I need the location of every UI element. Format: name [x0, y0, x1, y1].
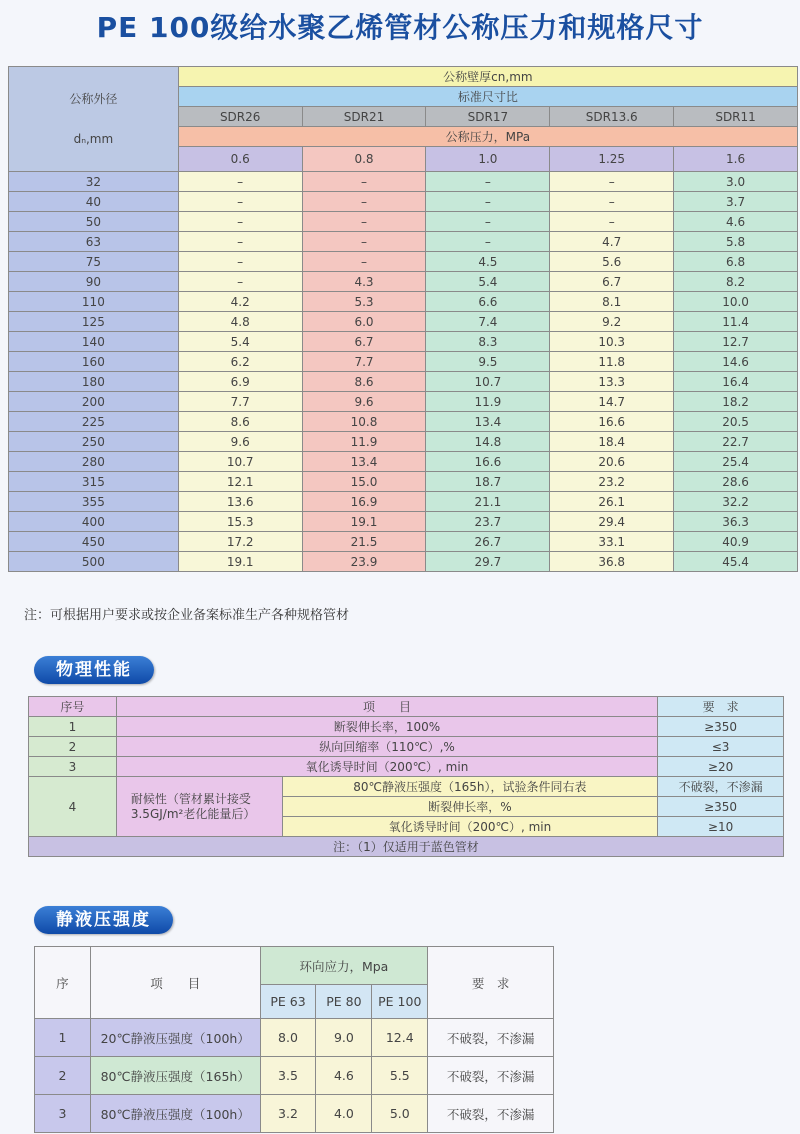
sdr-header: 标准尺寸比: [178, 87, 797, 107]
wall-thickness-cell: 25.4: [674, 452, 798, 472]
table-row: [9, 172, 798, 192]
wall-thickness-cell: –: [178, 272, 302, 292]
hydro-value: 9.0: [316, 1019, 372, 1057]
table-row: [9, 332, 798, 352]
outer-diameter-cell: 125: [9, 312, 179, 332]
wall-thickness-cell: 8.1: [550, 292, 674, 312]
wall-thickness-cell: 4.2: [178, 292, 302, 312]
wall-thickness-cell: 6.7: [550, 272, 674, 292]
wall-thickness-cell: 23.9: [302, 552, 426, 572]
grade-cell: PE 80: [316, 985, 372, 1019]
sdr-cell: SDR11: [674, 107, 798, 127]
col-req-header: 要 求: [658, 697, 784, 717]
wall-thickness-cell: 26.7: [426, 532, 550, 552]
wall-thickness-cell: 13.6: [178, 492, 302, 512]
wall-thickness-cell: 19.1: [178, 552, 302, 572]
physical-no: 2: [29, 737, 117, 757]
hydro-req: 不破裂，不渗漏: [428, 1095, 554, 1133]
wall-thickness-cell: 16.4: [674, 372, 798, 392]
hydro-section-title: 静液压强度: [34, 906, 173, 934]
wall-thickness-cell: 10.3: [550, 332, 674, 352]
wall-thickness-cell: 28.6: [674, 472, 798, 492]
wall-thickness-cell: –: [550, 212, 674, 232]
wall-thickness-header: 公称壁厚cn,mm: [178, 67, 797, 87]
table-row: [9, 452, 798, 472]
hydro-col-item: 项 目: [90, 947, 260, 1019]
outer-diameter-cell: 200: [9, 392, 179, 412]
wall-thickness-cell: –: [302, 172, 426, 192]
outer-diameter-cell: 160: [9, 352, 179, 372]
sdr-cell: SDR26: [178, 107, 302, 127]
wall-thickness-cell: –: [178, 212, 302, 232]
table-row: [9, 192, 798, 212]
physical-row: [29, 777, 784, 797]
wall-thickness-cell: 9.2: [550, 312, 674, 332]
wall-thickness-cell: 10.7: [426, 372, 550, 392]
wall-thickness-cell: 5.6: [550, 252, 674, 272]
wall-thickness-cell: 36.3: [674, 512, 798, 532]
physical-row: [29, 757, 784, 777]
wall-thickness-cell: 21.5: [302, 532, 426, 552]
hydro-req: 不破裂，不渗漏: [428, 1019, 554, 1057]
outer-diameter-cell: 400: [9, 512, 179, 532]
weathering-req: 不破裂，不渗漏: [658, 777, 784, 797]
hydro-col-req: 要 求: [428, 947, 554, 1019]
physical-properties-table: [28, 696, 784, 857]
wall-thickness-cell: 14.8: [426, 432, 550, 452]
hydro-value: 4.6: [316, 1057, 372, 1095]
hydro-no: 1: [35, 1019, 91, 1057]
wall-thickness-cell: 11.8: [550, 352, 674, 372]
wall-thickness-cell: 13.4: [302, 452, 426, 472]
table-row: [9, 252, 798, 272]
pressure-cell: 1.0: [426, 147, 550, 172]
outer-diameter-label: 公称外径: [69, 92, 118, 106]
hydro-value: 4.0: [316, 1095, 372, 1133]
hydro-req: 不破裂，不渗漏: [428, 1057, 554, 1095]
col-no-header: 序号: [29, 697, 117, 717]
outer-diameter-cell: 280: [9, 452, 179, 472]
outer-diameter-cell: 63: [9, 232, 179, 252]
wall-thickness-cell: 29.7: [426, 552, 550, 572]
wall-thickness-cell: 4.5: [426, 252, 550, 272]
wall-thickness-cell: 20.5: [674, 412, 798, 432]
wall-thickness-cell: 22.7: [674, 432, 798, 452]
wall-thickness-cell: 13.4: [426, 412, 550, 432]
table-row: [9, 512, 798, 532]
wall-thickness-cell: –: [426, 232, 550, 252]
wall-thickness-cell: 4.6: [674, 212, 798, 232]
table-note: 注：可根据用户要求或按企业备案标准生产各种规格管材: [24, 608, 350, 623]
wall-thickness-cell: 5.4: [178, 332, 302, 352]
wall-thickness-cell: 40.9: [674, 532, 798, 552]
wall-thickness-cell: 15.0: [302, 472, 426, 492]
wall-thickness-cell: 9.5: [426, 352, 550, 372]
wall-thickness-cell: 18.2: [674, 392, 798, 412]
wall-thickness-cell: 16.6: [426, 452, 550, 472]
physical-item: 断裂伸长率，100%: [116, 717, 657, 737]
hydro-value: 12.4: [372, 1019, 428, 1057]
wall-thickness-cell: 8.6: [178, 412, 302, 432]
outer-diameter-cell: 50: [9, 212, 179, 232]
hydro-row: [35, 1057, 554, 1095]
wall-thickness-cell: –: [550, 192, 674, 212]
wall-thickness-cell: –: [302, 192, 426, 212]
wall-thickness-cell: –: [302, 252, 426, 272]
wall-thickness-cell: 14.7: [550, 392, 674, 412]
wall-thickness-cell: –: [302, 232, 426, 252]
wall-thickness-cell: 8.2: [674, 272, 798, 292]
table-row: [9, 432, 798, 452]
hydro-row: [35, 1095, 554, 1133]
table-row: [9, 472, 798, 492]
outer-diameter-header: [9, 67, 179, 172]
hydro-col-no: 序: [35, 947, 91, 1019]
wall-thickness-cell: 15.3: [178, 512, 302, 532]
physical-no: 1: [29, 717, 117, 737]
hydro-value: 8.0: [260, 1019, 316, 1057]
table-row: [9, 312, 798, 332]
sdr-cell: SDR21: [302, 107, 426, 127]
physical-footnote-row: [29, 837, 784, 857]
wall-thickness-cell: –: [178, 252, 302, 272]
wall-thickness-cell: 23.2: [550, 472, 674, 492]
wall-thickness-cell: 10.7: [178, 452, 302, 472]
wall-thickness-cell: 11.9: [426, 392, 550, 412]
table-row: [9, 212, 798, 232]
outer-diameter-cell: 180: [9, 372, 179, 392]
physical-req: ≥20: [658, 757, 784, 777]
wall-thickness-cell: 8.6: [302, 372, 426, 392]
table-row: [9, 552, 798, 572]
wall-thickness-cell: 7.4: [426, 312, 550, 332]
outer-diameter-cell: 450: [9, 532, 179, 552]
col-item-header: 项 目: [116, 697, 657, 717]
outer-diameter-cell: 75: [9, 252, 179, 272]
outer-diameter-cell: 500: [9, 552, 179, 572]
wall-thickness-cell: 5.3: [302, 292, 426, 312]
wall-thickness-cell: 21.1: [426, 492, 550, 512]
wall-thickness-cell: 26.1: [550, 492, 674, 512]
outer-diameter-cell: 110: [9, 292, 179, 312]
weathering-item: 氧化诱导时间（200℃）, min: [282, 817, 657, 837]
grade-cell: PE 63: [260, 985, 316, 1019]
wall-thickness-cell: 23.7: [426, 512, 550, 532]
wall-thickness-cell: –: [302, 212, 426, 232]
hydro-value: 5.5: [372, 1057, 428, 1095]
physical-item: 纵向回缩率（110℃）,%: [116, 737, 657, 757]
wall-thickness-cell: 6.9: [178, 372, 302, 392]
wall-thickness-cell: 16.6: [550, 412, 674, 432]
hydro-item: 20℃静液压强度（100h）: [90, 1019, 260, 1057]
wall-thickness-cell: 4.7: [550, 232, 674, 252]
wall-thickness-cell: 18.7: [426, 472, 550, 492]
weathering-item: 断裂伸长率，%: [282, 797, 657, 817]
wall-thickness-cell: 20.6: [550, 452, 674, 472]
physical-no: 4: [29, 777, 117, 837]
table-row: [9, 412, 798, 432]
wall-thickness-cell: 6.2: [178, 352, 302, 372]
wall-thickness-cell: 5.4: [426, 272, 550, 292]
wall-thickness-cell: 3.0: [674, 172, 798, 192]
weathering-req: ≥350: [658, 797, 784, 817]
wall-thickness-cell: 13.3: [550, 372, 674, 392]
pressure-cell: 1.25: [550, 147, 674, 172]
wall-thickness-cell: 12.7: [674, 332, 798, 352]
outer-diameter-cell: 40: [9, 192, 179, 212]
physical-req: ≤3: [658, 737, 784, 757]
wall-thickness-cell: 9.6: [178, 432, 302, 452]
table-row: [9, 532, 798, 552]
physical-row: [29, 717, 784, 737]
wall-thickness-cell: 8.3: [426, 332, 550, 352]
wall-thickness-cell: 7.7: [178, 392, 302, 412]
pressure-cell: 0.6: [178, 147, 302, 172]
weathering-item: 80℃静液压强度（165h），试验条件同右表: [282, 777, 657, 797]
sdr-cell: SDR13.6: [550, 107, 674, 127]
wall-thickness-cell: 6.7: [302, 332, 426, 352]
physical-item: 氧化诱导时间（200℃）, min: [116, 757, 657, 777]
wall-thickness-cell: 17.2: [178, 532, 302, 552]
physical-no: 3: [29, 757, 117, 777]
physical-row: [29, 737, 784, 757]
sdr-cell: SDR17: [426, 107, 550, 127]
wall-thickness-cell: –: [178, 172, 302, 192]
hydro-item: 80℃静液压强度（165h）: [90, 1057, 260, 1095]
physical-section-title: 物理性能: [34, 656, 154, 684]
table-row: [9, 292, 798, 312]
hydro-value: 3.2: [260, 1095, 316, 1133]
outer-diameter-cell: 32: [9, 172, 179, 192]
wall-thickness-cell: –: [550, 172, 674, 192]
wall-thickness-cell: 33.1: [550, 532, 674, 552]
outer-diameter-cell: 140: [9, 332, 179, 352]
physical-footnote: 注：（1）仅适用于蓝色管材: [29, 837, 784, 857]
grade-cell: PE 100: [372, 985, 428, 1019]
outer-diameter-cell: 315: [9, 472, 179, 492]
wall-thickness-cell: 16.9: [302, 492, 426, 512]
wall-thickness-cell: 5.8: [674, 232, 798, 252]
hydro-col-stress: 环向应力，Mpa: [260, 947, 428, 985]
spec-table: [8, 66, 798, 572]
hydrostatic-strength-table: [34, 946, 554, 1133]
page-title: PE 100级给水聚乙烯管材公称压力和规格尺寸: [96, 11, 704, 44]
hydro-no: 3: [35, 1095, 91, 1133]
wall-thickness-cell: 10.8: [302, 412, 426, 432]
wall-thickness-cell: –: [426, 212, 550, 232]
wall-thickness-cell: 7.7: [302, 352, 426, 372]
outer-diameter-cell: 250: [9, 432, 179, 452]
weathering-req: ≥10: [658, 817, 784, 837]
outer-diameter-cell: 90: [9, 272, 179, 292]
wall-thickness-cell: 10.0: [674, 292, 798, 312]
hydro-value: 5.0: [372, 1095, 428, 1133]
wall-thickness-cell: 12.1: [178, 472, 302, 492]
wall-thickness-cell: 36.8: [550, 552, 674, 572]
wall-thickness-cell: –: [426, 172, 550, 192]
wall-thickness-cell: 6.0: [302, 312, 426, 332]
table-row: [9, 492, 798, 512]
hydro-no: 2: [35, 1057, 91, 1095]
table-row: [9, 272, 798, 292]
hydro-row: [35, 1019, 554, 1057]
wall-thickness-cell: 19.1: [302, 512, 426, 532]
pressure-cell: 0.8: [302, 147, 426, 172]
wall-thickness-cell: 6.6: [426, 292, 550, 312]
hydro-item: 80℃静液压强度（100h）: [90, 1095, 260, 1133]
wall-thickness-cell: 9.6: [302, 392, 426, 412]
hydro-value: 3.5: [260, 1057, 316, 1095]
wall-thickness-cell: 14.6: [674, 352, 798, 372]
pressure-header: 公称压力，MPa: [178, 127, 797, 147]
table-row: [9, 392, 798, 412]
outer-diameter-cell: 355: [9, 492, 179, 512]
wall-thickness-cell: 4.3: [302, 272, 426, 292]
wall-thickness-cell: 29.4: [550, 512, 674, 532]
physical-req: ≥350: [658, 717, 784, 737]
wall-thickness-cell: 45.4: [674, 552, 798, 572]
wall-thickness-cell: –: [178, 232, 302, 252]
wall-thickness-cell: 4.8: [178, 312, 302, 332]
pressure-cell: 1.6: [674, 147, 798, 172]
wall-thickness-cell: 6.8: [674, 252, 798, 272]
wall-thickness-cell: 18.4: [550, 432, 674, 452]
wall-thickness-cell: –: [178, 192, 302, 212]
weathering-group-label: 耐候性（管材累计接受3.5GJ/m²老化能量后）: [116, 777, 282, 837]
wall-thickness-cell: –: [426, 192, 550, 212]
wall-thickness-cell: 11.4: [674, 312, 798, 332]
wall-thickness-cell: 3.7: [674, 192, 798, 212]
wall-thickness-cell: 32.2: [674, 492, 798, 512]
table-row: [9, 352, 798, 372]
outer-diameter-cell: 225: [9, 412, 179, 432]
table-row: [9, 232, 798, 252]
outer-diameter-unit: dₙ,mm: [73, 132, 114, 146]
table-row: [9, 372, 798, 392]
wall-thickness-cell: 11.9: [302, 432, 426, 452]
